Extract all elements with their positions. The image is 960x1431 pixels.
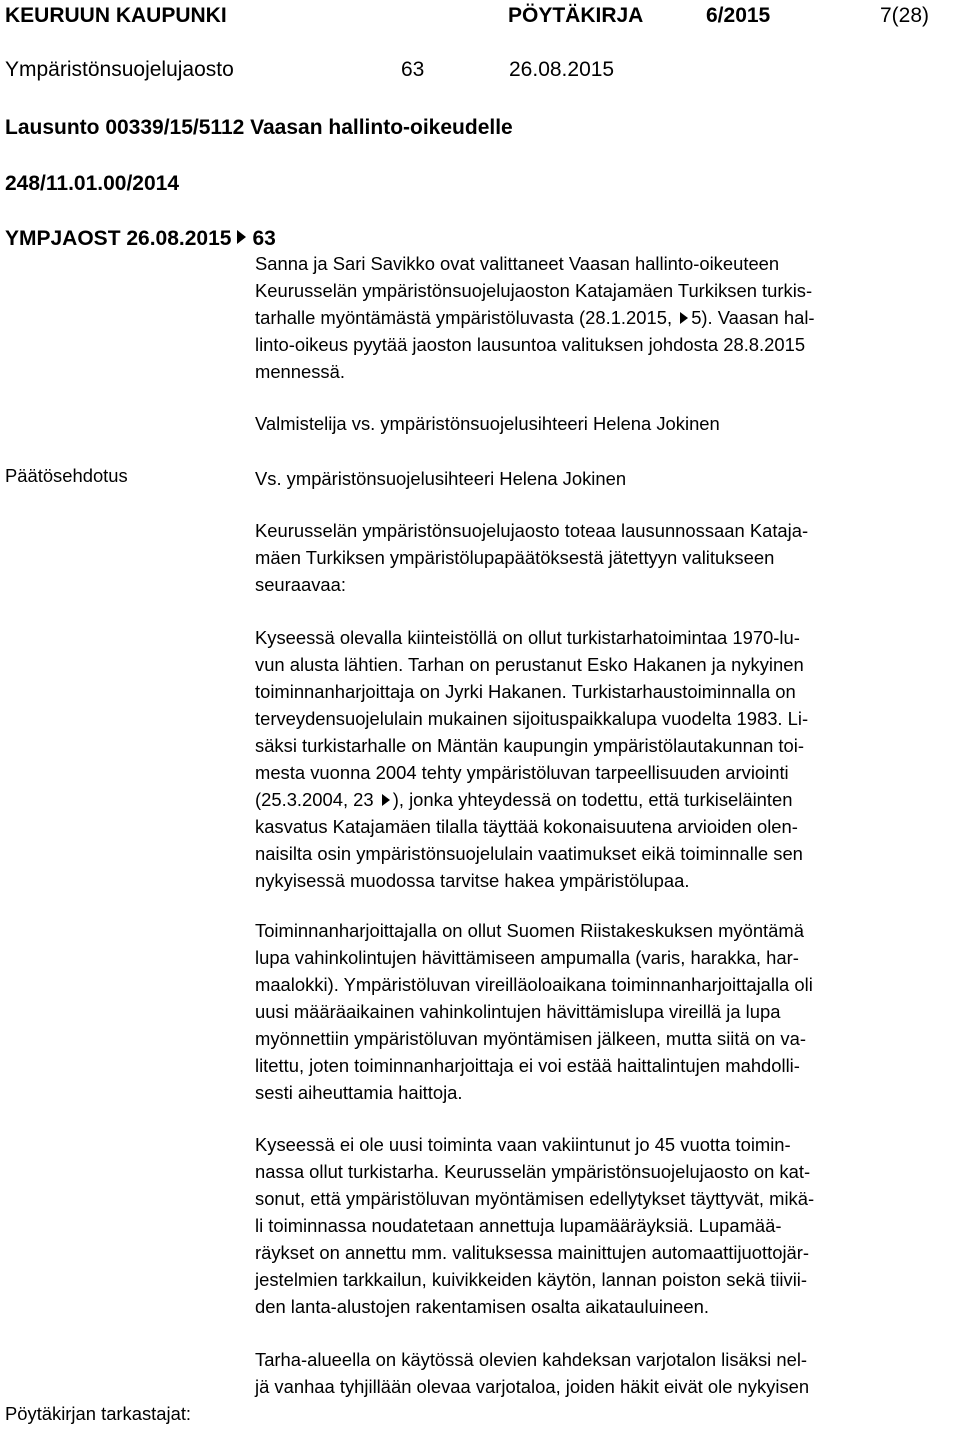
paragraph-line: toiminnanharjoittaja on Jyrki Hakanen. Turkistarhaustoiminnalla on (255, 681, 796, 702)
paragraph-line: lupa vahinkolintujen hävittämiseen ampumalla (varis, harakka, har- (255, 947, 799, 968)
paragraph-line: nassa ollut turkistarha. Keurusselän ympäristönsuojelujaosto on kat- (255, 1161, 811, 1182)
paragraph-line: Tarha-alueella on käytössä olevien kahdeksan varjotalon lisäksi nel- (255, 1349, 808, 1370)
paragraph-line: kasvatus Katajamäen tilalla täyttää kokonaisuutena arvioiden olen- (255, 816, 798, 837)
paragraph-line: mäen Turkiksen ympäristölupapäätöksestä jätettyyn valitukseen (255, 547, 775, 568)
intro-paragraph (255, 250, 955, 385)
intro-line: Sanna ja Sari Savikko ovat valittaneet Vaasan hallinto-oikeuteen (255, 253, 780, 274)
paragraph-line: li toiminnassa noudatetaan annettuja lupamääräyksiä. Lupamää- (255, 1215, 782, 1236)
paragraph-line: sesti aiheuttamia haittoja. (255, 1082, 463, 1103)
intro-line: linto-oikeus pyytää jaoston lausuntoa valituksen johdosta 28.8.2015 (255, 334, 806, 355)
section-number: 63 (401, 58, 425, 81)
page-title: Lausunto 00339/15/5112 Vaasan hallinto-oikeudelle (5, 116, 513, 139)
paragraph-1 (255, 517, 955, 598)
paragraph-line: Kyseessä ei ole uusi toiminta vaan vakiintunut jo 45 vuotta toimin- (255, 1134, 791, 1155)
committee-name: Ympäristönsuojelujaosto (5, 58, 234, 81)
paragraph-line: uusi määräaikainen vahinkolintujen hävittämislupa vireillä ja lupa (255, 1001, 781, 1022)
paragraph-line: terveydensuojelulain mukainen sijoituspaikkalupa vuodelta 1983. Li- (255, 708, 809, 729)
paragraph-line: räykset on annettu mm. valituksessa mainittujen automaattijuottojär- (255, 1242, 810, 1263)
paragraph-line: naisilta osin ympäristönsuojelulain vaatimukset eikä toiminnalle sen (255, 843, 803, 864)
intro-line: Keurusselän ympäristönsuojelujaoston Katajamäen Turkiksen turkis- (255, 280, 813, 301)
arrow-icon (680, 312, 688, 324)
paragraph-line: jä vanhaa tyhjillään olevaa varjotaloa, joiden häkit eivät ole nykyisen (255, 1376, 810, 1397)
paragraph-line: den lanta-alustojen rakentamisen osalta aikatauluineen. (255, 1296, 709, 1317)
paragraph-line: vun alusta lähtien. Tarhan on perustanut Esko Hakanen ja nykyinen (255, 654, 804, 675)
paragraph-line: jestelmien tarkkailun, kuivikkeiden käytön, lannan poiston sekä tiivii- (255, 1269, 807, 1290)
city-name: KEURUUN KAUPUNKI (5, 4, 227, 27)
reference-section: 63 (252, 227, 276, 250)
reference-line (5, 227, 276, 251)
paragraph-text: ), jonka yhteydessä on todettu, että turkiseläinten (392, 789, 793, 810)
record-id: 248/11.01.00/2014 (5, 172, 180, 195)
paragraph-line: sonut, että ympäristöluvan myöntämisen edellytykset täyttyvät, mikä- (255, 1188, 815, 1209)
page-number: 7(28) (880, 4, 930, 27)
document-number: 6/2015 (706, 4, 771, 27)
paragraph-3 (255, 917, 955, 1106)
minutes-checkers-label: Pöytäkirjan tarkastajat: (5, 1403, 192, 1424)
intro-text: tarhalle myöntämästä ympäristöluvasta (28.1.2015, (255, 307, 673, 328)
arrow-icon (237, 230, 246, 244)
paragraph-line: Keurusselän ympäristönsuojelujaosto toteaa lausunnossaan Kataja- (255, 520, 809, 541)
paragraph-line: Toiminnanharjoittajalla on ollut Suomen Riistakeskuksen myöntämä (255, 920, 804, 941)
proposer: Vs. ympäristönsuojelusihteeri Helena Jokinen (255, 468, 627, 489)
paragraph-line: mesta vuonna 2004 tehty ympäristöluvan tarpeellisuuden arviointi (255, 762, 789, 783)
proposal-label: Päätösehdotus (5, 465, 128, 486)
paragraph-2 (255, 624, 955, 894)
meeting-date: 26.08.2015 (509, 58, 615, 81)
paragraph-line: myönnettiin ympäristöluvan myöntämisen jälkeen, mutta siitä on va- (255, 1028, 806, 1049)
reference-prefix: YMPJAOST 26.08.2015 (5, 227, 232, 250)
paragraph-line: nykyisessä muodossa tarvitse hakea ympäristölupaa. (255, 870, 690, 891)
paragraph-4 (255, 1131, 955, 1320)
paragraph-line: litettu, joten toiminnanharjoittaja ei voi estää haittalintujen mahdolli- (255, 1055, 800, 1076)
paragraph-line: seuraavaa: (255, 574, 346, 595)
paragraph-5 (255, 1346, 955, 1400)
intro-line: mennessä. (255, 361, 345, 382)
paragraph-line: säksi turkistarhalle on Mäntän kaupungin ympäristölautakunnan toi- (255, 735, 804, 756)
paragraph-text: (25.3.2004, 23 (255, 789, 374, 810)
paragraph-line (255, 786, 955, 813)
document-type: PÖYTÄKIRJA (508, 4, 644, 27)
paragraph-line: maalokki). Ympäristöluvan vireilläoloaikana toiminnanharjoittajalla oli (255, 974, 813, 995)
paragraph-line: Kyseessä olevalla kiinteistöllä on ollut turkistarhatoimintaa 1970-lu- (255, 627, 800, 648)
intro-text: 5). Vaasan hal- (691, 307, 815, 328)
intro-line (255, 304, 955, 331)
arrow-icon (382, 794, 390, 806)
preparer: Valmistelija vs. ympäristönsuojelusihteeri Helena Jokinen (255, 413, 720, 434)
